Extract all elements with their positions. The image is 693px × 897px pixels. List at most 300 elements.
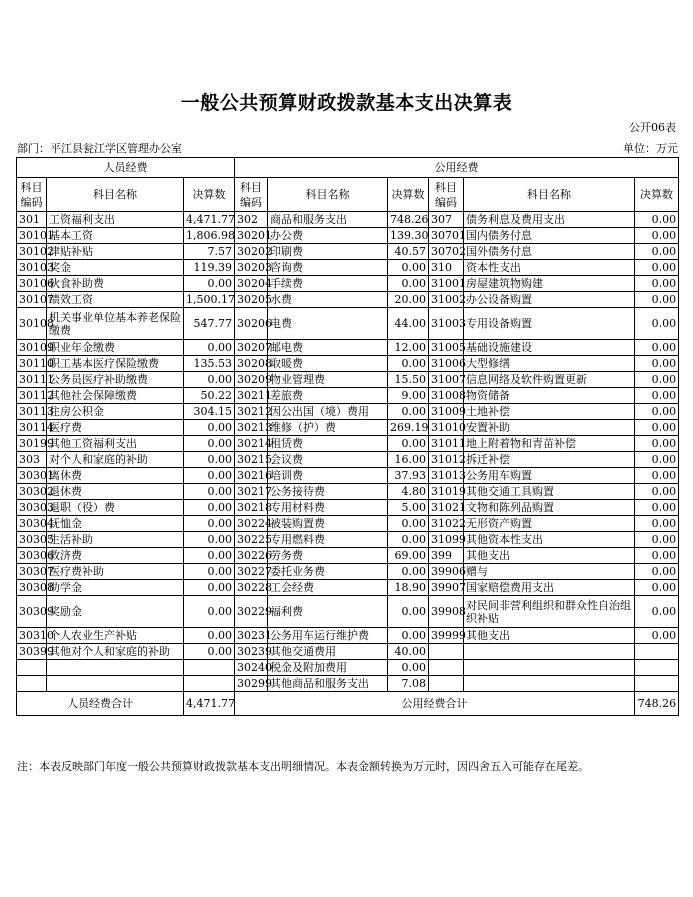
amount-cell: 0.00 [388,356,429,372]
code-cell: 30306 [17,548,47,564]
name-cell: 会议费 [268,452,388,468]
name-cell: 工资福利支出 [47,212,184,228]
table-row [17,292,679,308]
code-cell: 30112 [17,388,47,404]
name-cell: 其他工资福利支出 [47,436,184,452]
code-cell: 30101 [17,228,47,244]
code-cell: 39999 [429,628,464,644]
code-cell: 30199 [17,436,47,452]
amount-cell: 0.00 [635,372,679,388]
amount-cell: 0.00 [184,580,235,596]
header-name: 科目名称 [47,178,184,212]
table-row [17,676,679,692]
table-row [17,276,679,292]
name-cell: 医疗费补助 [47,564,184,580]
code-cell: 30240 [235,660,268,676]
table-row [17,580,679,596]
table-row [17,564,679,580]
code-cell: 30309 [17,596,47,628]
code-cell: 39908 [429,596,464,628]
amount-cell: 7.57 [184,244,235,260]
amount-cell: 0.00 [184,516,235,532]
name-cell [464,660,635,676]
name-cell: 其他交通工具购置 [464,484,635,500]
amount-cell: 748.26 [388,212,429,228]
column-header-row [17,178,679,212]
code-cell: 30310 [17,628,47,644]
header-amount: 决算数 [184,178,235,212]
code-cell: 30212 [235,404,268,420]
code-cell: 30206 [235,308,268,340]
amount-cell [635,676,679,692]
header-code: 科目编码 [17,178,47,212]
name-cell [47,660,184,676]
code-cell: 30111 [17,372,47,388]
code-cell: 30227 [235,564,268,580]
code-cell: 31003 [429,308,464,340]
amount-cell: 139.30 [388,228,429,244]
name-cell: 生活补助 [47,532,184,548]
code-cell: 39906 [429,564,464,580]
amount-cell: 0.00 [184,548,235,564]
name-cell: 委托业务费 [268,564,388,580]
code-cell: 31013 [429,468,464,484]
amount-cell: 0.00 [635,388,679,404]
amount-cell: 0.00 [184,420,235,436]
footnote: 注：本表反映部门年度一般公共预算财政拨款基本支出明细情况。本表金额转换为万元时，因四舍五入可能存在尾差。 [17,760,589,773]
name-cell: 信息网络及软件购置更新 [464,372,635,388]
public-total-label: 公用经费合计 [235,692,635,716]
total-row [17,692,679,716]
name-cell: 其他资本性支出 [464,532,635,548]
amount-cell: 0.00 [388,404,429,420]
amount-cell: 1,500.17 [184,292,235,308]
name-cell: 办公设备购置 [464,292,635,308]
amount-cell: 0.00 [635,468,679,484]
amount-cell: 0.00 [635,452,679,468]
code-cell: 30299 [235,676,268,692]
name-cell: 公务用车购置 [464,468,635,484]
personnel-total-value: 4,471.77 [184,692,235,716]
name-cell: 房屋建筑物购建 [464,276,635,292]
name-cell: 助学金 [47,580,184,596]
name-cell: 债务利息及费用支出 [464,212,635,228]
amount-cell: 0.00 [635,516,679,532]
code-cell: 30108 [17,308,47,340]
table-row [17,500,679,516]
name-cell: 专用设备购置 [464,308,635,340]
name-cell: 地上附着物和青苗补偿 [464,436,635,452]
name-cell: 安置补助 [464,420,635,436]
table-row [17,484,679,500]
amount-cell: 40.57 [388,244,429,260]
name-cell: 国家赔偿费用支出 [464,580,635,596]
code-cell [17,660,47,676]
amount-cell: 0.00 [635,308,679,340]
code-cell: 310 [429,260,464,276]
name-cell: 拆迁补偿 [464,452,635,468]
name-cell: 职工基本医疗保险缴费 [47,356,184,372]
amount-cell [184,660,235,676]
code-cell: 30102 [17,244,47,260]
name-cell: 差旅费 [268,388,388,404]
name-cell: 咨询费 [268,260,388,276]
amount-cell: 0.00 [635,356,679,372]
page-title: 一般公共预算财政拨款基本支出决算表 [180,92,513,114]
amount-cell: 0.00 [184,628,235,644]
code-cell: 30216 [235,468,268,484]
table-row [17,228,679,244]
amount-cell: 4,471.77 [184,212,235,228]
code-cell: 30229 [235,596,268,628]
amount-cell: 5.00 [388,500,429,516]
code-cell: 30308 [17,580,47,596]
name-cell: 绩效工资 [47,292,184,308]
code-cell: 30113 [17,404,47,420]
amount-cell: 0.00 [635,500,679,516]
table-row [17,372,679,388]
amount-cell: 0.00 [388,660,429,676]
amount-cell: 44.00 [388,308,429,340]
name-cell: 国外债务付息 [464,244,635,260]
code-cell: 30107 [17,292,47,308]
code-cell: 399 [429,548,464,564]
header-name: 科目名称 [268,178,388,212]
amount-cell: 0.00 [184,644,235,660]
amount-cell [184,676,235,692]
code-cell: 30214 [235,436,268,452]
code-cell: 30204 [235,276,268,292]
amount-cell: 1,806.98 [184,228,235,244]
name-cell: 奖金 [47,260,184,276]
table-row [17,548,679,564]
code-cell: 31012 [429,452,464,468]
code-cell: 30114 [17,420,47,436]
code-cell: 30399 [17,644,47,660]
amount-cell [635,660,679,676]
name-cell: 其他社会保障缴费 [47,388,184,404]
amount-cell: 0.00 [635,420,679,436]
code-cell: 30307 [17,564,47,580]
amount-cell: 304.15 [184,404,235,420]
code-cell: 31011 [429,436,464,452]
table-row [17,244,679,260]
code-cell: 30239 [235,644,268,660]
name-cell: 手续费 [268,276,388,292]
amount-cell: 0.00 [184,468,235,484]
code-cell: 30103 [17,260,47,276]
amount-cell: 0.00 [184,436,235,452]
name-cell: 伙食补助费 [47,276,184,292]
name-cell: 基础设施建设 [464,340,635,356]
name-cell: 文物和陈列品购置 [464,500,635,516]
table-number: 公开06表 [629,121,676,134]
header-amount: 决算数 [635,178,679,212]
code-cell: 30224 [235,516,268,532]
name-cell: 被装购置费 [268,516,388,532]
amount-cell: 0.00 [635,532,679,548]
amount-cell: 40.00 [388,644,429,660]
code-cell: 30208 [235,356,268,372]
amount-cell: 4.80 [388,484,429,500]
amount-cell: 0.00 [635,260,679,276]
name-cell: 资本性支出 [464,260,635,276]
name-cell: 国内债务付息 [464,228,635,244]
code-cell: 30215 [235,452,268,468]
personnel-total-label: 人员经费合计 [17,692,184,716]
table-row [17,260,679,276]
code-cell: 30218 [235,500,268,516]
code-cell: 31009 [429,404,464,420]
code-cell [17,676,47,692]
code-cell: 30302 [17,484,47,500]
code-cell [429,660,464,676]
amount-cell: 135.53 [184,356,235,372]
code-cell: 31019 [429,484,464,500]
amount-cell: 0.00 [635,292,679,308]
name-cell: 培训费 [268,468,388,484]
amount-cell: 0.00 [635,596,679,628]
code-cell: 30301 [17,468,47,484]
table-row [17,420,679,436]
amount-cell: 0.00 [388,276,429,292]
amount-cell: 0.00 [388,564,429,580]
expenditure-table [16,157,679,716]
name-cell: 个人农业生产补贴 [47,628,184,644]
code-cell: 30205 [235,292,268,308]
name-cell: 物资储备 [464,388,635,404]
amount-cell: 0.00 [635,244,679,260]
amount-cell: 37.93 [388,468,429,484]
amount-cell: 0.00 [184,372,235,388]
amount-cell: 0.00 [388,436,429,452]
code-cell: 30702 [429,244,464,260]
amount-cell: 0.00 [635,340,679,356]
code-cell: 30201 [235,228,268,244]
amount-cell: 12.00 [388,340,429,356]
amount-cell: 0.00 [184,564,235,580]
amount-cell: 0.00 [635,436,679,452]
section-public: 公用经费 [235,158,679,178]
code-cell: 31008 [429,388,464,404]
amount-cell: 0.00 [635,548,679,564]
header-code: 科目编码 [429,178,464,212]
name-cell: 基本工资 [47,228,184,244]
name-cell: 离休费 [47,468,184,484]
table-row [17,388,679,404]
code-cell: 307 [429,212,464,228]
code-cell: 30110 [17,356,47,372]
department-label: 部门：平江县瓮江学区管理办公室 [17,142,182,155]
name-cell: 大型修缮 [464,356,635,372]
code-cell: 31099 [429,532,464,548]
table-row [17,468,679,484]
header-code: 科目编码 [235,178,268,212]
code-cell: 30303 [17,500,47,516]
name-cell: 其他对个人和家庭的补助 [47,644,184,660]
amount-cell: 0.00 [635,404,679,420]
table-row [17,404,679,420]
name-cell: 维修（护）费 [268,420,388,436]
amount-cell: 50.22 [184,388,235,404]
code-cell: 30217 [235,484,268,500]
name-cell: 取暖费 [268,356,388,372]
amount-cell: 0.00 [388,516,429,532]
code-cell: 31010 [429,420,464,436]
amount-cell: 0.00 [635,276,679,292]
amount-cell: 0.00 [635,564,679,580]
code-cell: 31002 [429,292,464,308]
amount-cell: 0.00 [184,500,235,516]
name-cell: 其他商品和服务支出 [268,676,388,692]
name-cell: 工会经费 [268,580,388,596]
name-cell: 医疗费 [47,420,184,436]
code-cell: 30202 [235,244,268,260]
name-cell: 税金及附加费用 [268,660,388,676]
name-cell: 退休费 [47,484,184,500]
code-cell: 30106 [17,276,47,292]
amount-cell: 0.00 [184,532,235,548]
name-cell: 津贴补贴 [47,244,184,260]
name-cell: 职业年金缴费 [47,340,184,356]
code-cell: 30305 [17,532,47,548]
name-cell: 印刷费 [268,244,388,260]
code-cell: 30231 [235,628,268,644]
amount-cell: 0.00 [635,484,679,500]
table-row [17,356,679,372]
amount-cell: 0.00 [388,532,429,548]
amount-cell: 0.00 [184,276,235,292]
amount-cell: 20.00 [388,292,429,308]
code-cell: 30209 [235,372,268,388]
name-cell: 退职（役）费 [47,500,184,516]
amount-cell: 15.50 [388,372,429,388]
code-cell: 30207 [235,340,268,356]
amount-cell: 119.39 [184,260,235,276]
table-row [17,308,679,340]
amount-cell [635,644,679,660]
amount-cell: 269.19 [388,420,429,436]
table-row [17,452,679,468]
amount-cell: 0.00 [388,260,429,276]
code-cell: 31021 [429,500,464,516]
code-cell: 31001 [429,276,464,292]
table-row [17,436,679,452]
name-cell: 邮电费 [268,340,388,356]
amount-cell: 7.08 [388,676,429,692]
name-cell: 对个人和家庭的补助 [47,452,184,468]
amount-cell: 18.90 [388,580,429,596]
name-cell: 商品和服务支出 [268,212,388,228]
name-cell: 无形资产购置 [464,516,635,532]
unit-label: 单位：万元 [623,142,678,155]
table-row [17,628,679,644]
amount-cell: 0.00 [635,628,679,644]
code-cell: 30213 [235,420,268,436]
name-cell: 公务接待费 [268,484,388,500]
amount-cell: 9.00 [388,388,429,404]
table-row [17,212,679,228]
code-cell: 301 [17,212,47,228]
code-cell: 30203 [235,260,268,276]
code-cell [429,676,464,692]
name-cell: 因公出国（境）费用 [268,404,388,420]
name-cell: 租赁费 [268,436,388,452]
name-cell: 奖励金 [47,596,184,628]
section-header-row [17,158,679,178]
name-cell: 其他支出 [464,628,635,644]
name-cell: 其他支出 [464,548,635,564]
table-row [17,596,679,628]
amount-cell: 0.00 [184,452,235,468]
table-row [17,660,679,676]
name-cell: 抚恤金 [47,516,184,532]
name-cell: 水费 [268,292,388,308]
name-cell [464,676,635,692]
code-cell: 30228 [235,580,268,596]
name-cell: 其他交通费用 [268,644,388,660]
public-total-value: 748.26 [635,692,679,716]
name-cell: 救济费 [47,548,184,564]
name-cell: 办公费 [268,228,388,244]
name-cell: 电费 [268,308,388,340]
amount-cell: 0.00 [635,580,679,596]
amount-cell: 16.00 [388,452,429,468]
amount-cell: 0.00 [635,228,679,244]
code-cell: 302 [235,212,268,228]
amount-cell: 0.00 [635,212,679,228]
name-cell: 公务员医疗补助缴费 [47,372,184,388]
code-cell: 303 [17,452,47,468]
code-cell: 30701 [429,228,464,244]
name-cell: 劳务费 [268,548,388,564]
header-name: 科目名称 [464,178,635,212]
code-cell: 31005 [429,340,464,356]
code-cell: 31006 [429,356,464,372]
table-row [17,644,679,660]
name-cell [47,676,184,692]
code-cell: 30226 [235,548,268,564]
amount-cell: 0.00 [184,484,235,500]
name-cell: 专用材料费 [268,500,388,516]
code-cell: 39907 [429,580,464,596]
amount-cell: 69.00 [388,548,429,564]
name-cell: 专用燃料费 [268,532,388,548]
name-cell [464,644,635,660]
table-row [17,340,679,356]
name-cell: 福利费 [268,596,388,628]
name-cell: 土地补偿 [464,404,635,420]
amount-cell: 0.00 [388,628,429,644]
code-cell: 31022 [429,516,464,532]
amount-cell: 547.77 [184,308,235,340]
name-cell: 赠与 [464,564,635,580]
name-cell: 物业管理费 [268,372,388,388]
name-cell: 对民间非营利组织和群众性自治组织补贴 [464,596,635,628]
table-row [17,516,679,532]
name-cell: 公务用车运行维护费 [268,628,388,644]
code-cell: 30211 [235,388,268,404]
code-cell: 30109 [17,340,47,356]
amount-cell: 0.00 [388,596,429,628]
amount-cell: 0.00 [184,340,235,356]
code-cell: 31007 [429,372,464,388]
name-cell: 机关事业单位基本养老保险缴费 [47,308,184,340]
table-row [17,532,679,548]
code-cell [429,644,464,660]
code-cell: 30304 [17,516,47,532]
header-amount: 决算数 [388,178,429,212]
